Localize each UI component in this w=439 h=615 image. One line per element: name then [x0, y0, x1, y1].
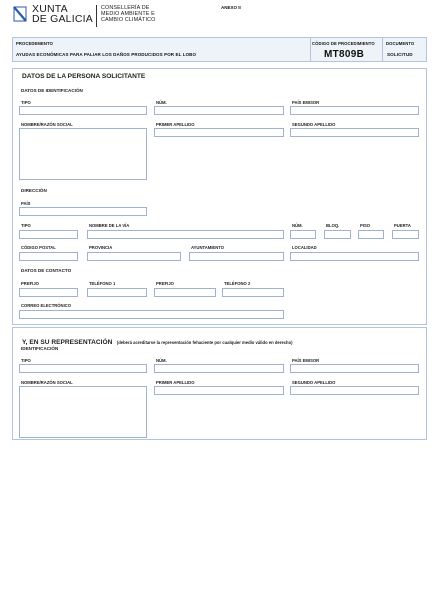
num-via-label: NÚM. [292, 223, 303, 228]
tipo-label: TIPO [21, 100, 31, 105]
num-via-field[interactable] [290, 230, 316, 239]
pais-field[interactable] [19, 207, 147, 216]
prefijo-1-field[interactable] [19, 288, 78, 297]
nombre-via-field[interactable] [87, 230, 284, 239]
procedure-header [12, 37, 427, 62]
tipo-field[interactable] [19, 106, 147, 115]
email-label: CORREO ELECTRÓNICO [21, 303, 72, 308]
primer-apellido-label: PRIMER APELLIDO [156, 122, 195, 127]
bloq-field[interactable] [324, 230, 351, 239]
procedure-label: PROCEDEMENTO [16, 41, 53, 46]
xunta-shield-icon [13, 6, 27, 22]
logo-divider [96, 5, 97, 27]
procedure-code-value: MT809B [324, 49, 365, 60]
ayuntamiento-field[interactable] [189, 252, 284, 261]
rep-tipo-label: TIPO [21, 358, 31, 363]
rep-num-field[interactable] [154, 364, 284, 373]
segundo-apellido-label: SEGUNDO APELLIDO [292, 122, 336, 127]
logo-line-1: XUNTA [32, 3, 68, 15]
nombre-field[interactable] [19, 128, 147, 180]
rep-primer-apellido-field[interactable] [154, 386, 284, 395]
prefijo-1-label: PREFIJO [21, 281, 39, 286]
representative-title: Y, EN SU REPRESENTACIÓN [22, 339, 113, 346]
rep-pais-emisor-label: PAÍS EMISOR [292, 358, 320, 363]
num-label: NÚM. [156, 100, 167, 105]
direccion-heading: DIRECCIÓN [21, 188, 47, 193]
rep-tipo-field[interactable] [19, 364, 147, 373]
localidad-label: LOCALIDAD [292, 245, 317, 250]
ayuntamiento-label: AYUNTAMIENTO [191, 245, 224, 250]
logo-line-2: DE GALICIA [32, 12, 93, 25]
tipo-via-label: TIPO [21, 223, 31, 228]
telefono-2-label: TELÉFONO 2 [224, 281, 251, 286]
bloq-label: BLOQ. [326, 223, 340, 228]
annex-label: ANEXO II [221, 5, 241, 10]
localidad-field[interactable] [290, 252, 419, 261]
conselleria-line-3: CAMBIO CLIMÁTICO [101, 17, 156, 24]
xunta-logo [13, 4, 173, 30]
xunta-wordmark [32, 5, 93, 24]
telefono-1-label: TELÉFONO 1 [89, 281, 116, 286]
provincia-label: PROVINCIA [89, 245, 113, 250]
conselleria-line-2: MEDIO AMBIENTE E [101, 11, 155, 18]
pais-emisor-field[interactable] [290, 106, 419, 115]
rep-identification-heading: IDENTIFICACIÓN [21, 346, 59, 351]
cp-label: CÓDIGO POSTAL [21, 245, 56, 250]
document-label: DOCUMENTO [386, 41, 415, 46]
identification-heading: DATOS DE IDENTIFICACIÓN [21, 88, 83, 93]
nombre-label: NOMBRE/RAZÓN SOCIAL [21, 122, 73, 127]
num-field[interactable] [154, 106, 284, 115]
rep-pais-emisor-field[interactable] [290, 364, 419, 373]
rep-primer-apellido-label: PRIMER APELLIDO [156, 380, 195, 385]
rep-segundo-apellido-label: SEGUNDO APELLIDO [292, 380, 336, 385]
prefijo-2-label: PREFIJO [156, 281, 174, 286]
conselleria-line-1: CONSELLERÍA DE [101, 5, 150, 11]
procedure-code-label: CÓDIGO DE PROCEDIMIENTO [312, 41, 375, 46]
applicant-title: DATOS DE LA PERSONA SOLICITANTE [22, 73, 146, 80]
rep-num-label: NÚM. [156, 358, 167, 363]
procedure-value: AYUDAS ECONÓMICAS PARA PALIAR LOS DAÑOS PRODUCIDOS POR EL LOBO [16, 52, 197, 57]
pais-label: PAÍS [21, 201, 31, 206]
pais-emisor-label: PAÍS EMISOR [292, 100, 320, 105]
segundo-apellido-field[interactable] [290, 128, 419, 137]
cp-field[interactable] [19, 252, 78, 261]
conselleria-name [101, 5, 156, 24]
contacto-heading: DATOS DE CONTACTO [21, 268, 72, 273]
piso-field[interactable] [358, 230, 384, 239]
prefijo-2-field[interactable] [154, 288, 216, 297]
puerta-field[interactable] [392, 230, 419, 239]
document-value: SOLICITUD [387, 52, 413, 57]
representative-heading [22, 331, 293, 349]
rep-segundo-apellido-field[interactable] [290, 386, 419, 395]
primer-apellido-field[interactable] [154, 128, 284, 137]
rep-nombre-field[interactable] [19, 386, 147, 438]
nombre-via-label: NOMBRE DE LA VÍA [89, 223, 130, 228]
tipo-via-field[interactable] [19, 230, 78, 239]
representative-note: (deberá acreditarse la representación fehaciente por cualquier medio válido en derecho) [116, 340, 293, 345]
provincia-field[interactable] [87, 252, 181, 261]
representative-section [12, 327, 427, 440]
header-divider [310, 38, 311, 61]
applicant-section [12, 68, 427, 325]
header-divider [382, 38, 383, 61]
puerta-label: PUERTA [394, 223, 411, 228]
rep-nombre-label: NOMBRE/RAZÓN SOCIAL [21, 380, 73, 385]
email-field[interactable] [19, 310, 284, 319]
piso-label: PISO [360, 223, 371, 228]
telefono-1-field[interactable] [87, 288, 147, 297]
telefono-2-field[interactable] [222, 288, 284, 297]
